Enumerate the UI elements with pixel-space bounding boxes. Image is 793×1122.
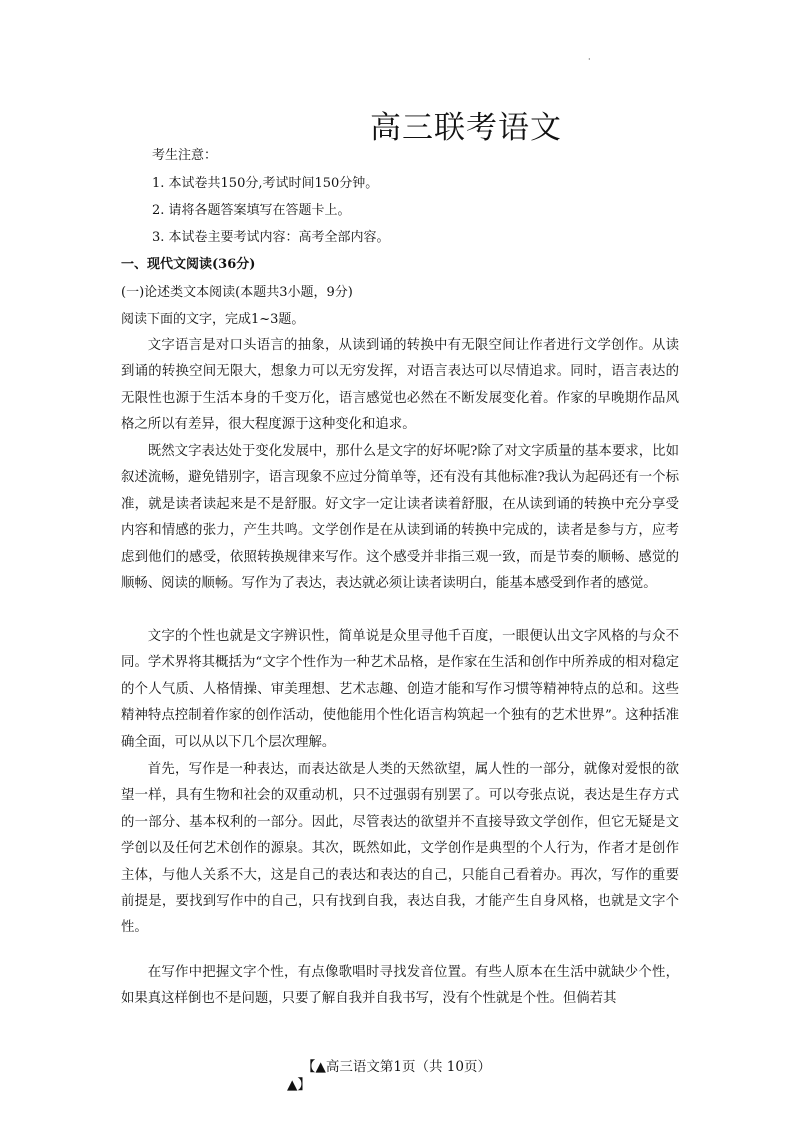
paragraph-5: 在写作中把握文字个性，有点像歌唱时寻找发音位置。有些人原本在生活中就缺少个性，如果真这样倒也不是问题，只要了解自我并自我书写，没有个性就是个性。但倘若其 [121, 965, 679, 1007]
paragraph-1: 文字语言是对口头语言的抽象，从读到诵的转换中有无限空间让作者进行文学创作。从读到诵的转换空间无限大，想象力可以无穷发挥，对语言表达可以尽情追求。同时，语言表达的无限性也源于生活本身的千变万化，语言感觉也必然在不断发展变化着。作家的早晚期作品风格之所以有差异，很大程度源于这种变化和追求。 [121, 338, 679, 433]
page-title: 高三联考语文 [370, 110, 562, 146]
header-mark: · [588, 55, 591, 64]
paragraph-2: 既然文字表达处于变化发展中，那什么是文字的好坏呢?除了对文字质量的基本要求，比如叙述流畅，避免错别字，语言现象不应过分简单等，还有没有其他标准?我认为起码还有一个标准，就是读者读起来是不是舒服。好文字一定让读者读着舒服，在从读到诵的转换中充分享受内容和情感的张力，产生共鸣。文学创作是在从读到诵的转换中完成的，读者是参与方，应考虑到他们的感受，依照转换规律来写作。这个感受并非指三观一致，而是节奏的顺畅、感觉的顺畅、阅读的顺畅。写作为了表达，表达就必须让读者读明白，能基本感受到作者的感觉。 [121, 444, 679, 592]
notice-item-1: 1. 本试卷共150分,考试时间150分钟。 [152, 176, 379, 191]
paragraph-4: 首先，写作是一种表达，而表达欲是人类的天然欲望，属人性的一部分，就像对爱恨的欲望一样，具有生物和社会的双重动机，只不过强弱有别罢了。可以夸张点说，表达是生存方式的一部分、基本权利的一部分。因此，尽管表达的欲望并不直接导致文学创作，但它无疑是文学创以及任何艺术创作的源泉。其次，既然如此，文学创作是典型的个人行为，作者才是创作主体，与他人关系不大，这是自己的表达和表达的自己，只能自己看着办。再次，写作的重要前提是，要找到写作中的自己，只有找到自我，表达自我，才能产生自身风格，也就是文字个性。 [121, 762, 679, 936]
notice-item-3: 3. 本试卷主要考试内容：高考全部内容。 [152, 230, 390, 245]
paragraph-3: 文字的个性也就是文字辨识性，简单说是众里寻他千百度，一眼便认出文字风格的与众不同。学术界将其概括为“文字个性作为一种艺术品格，是作家在生活和创作中所养成的相对稳定的个人气质、人格情操、审美理想、艺术志趣、创造才能和写作习惯等精神特点的总和。这些精神特点控制着作家的创作活动，使他能用个性化语言构筑起一个独有的艺术世界”。这种括准确全面，可以从以下几个层次理解。 [121, 629, 679, 750]
notice-heading: 考生注意： [152, 148, 218, 163]
reading-instruction: 阅读下面的文字，完成1~3题。 [121, 312, 305, 327]
section-heading: 一、现代文阅读(36分) [121, 257, 256, 272]
section-subheading: (一)论述类文本阅读(本题共3小题，9分) [121, 285, 353, 300]
page-footer: 【▲高三语文第1页（共 10页） [302, 1059, 491, 1075]
page-footer-continuation: ▲】 [287, 1077, 311, 1093]
notice-item-2: 2. 请将各题答案填写在答题卡上。 [152, 203, 351, 218]
